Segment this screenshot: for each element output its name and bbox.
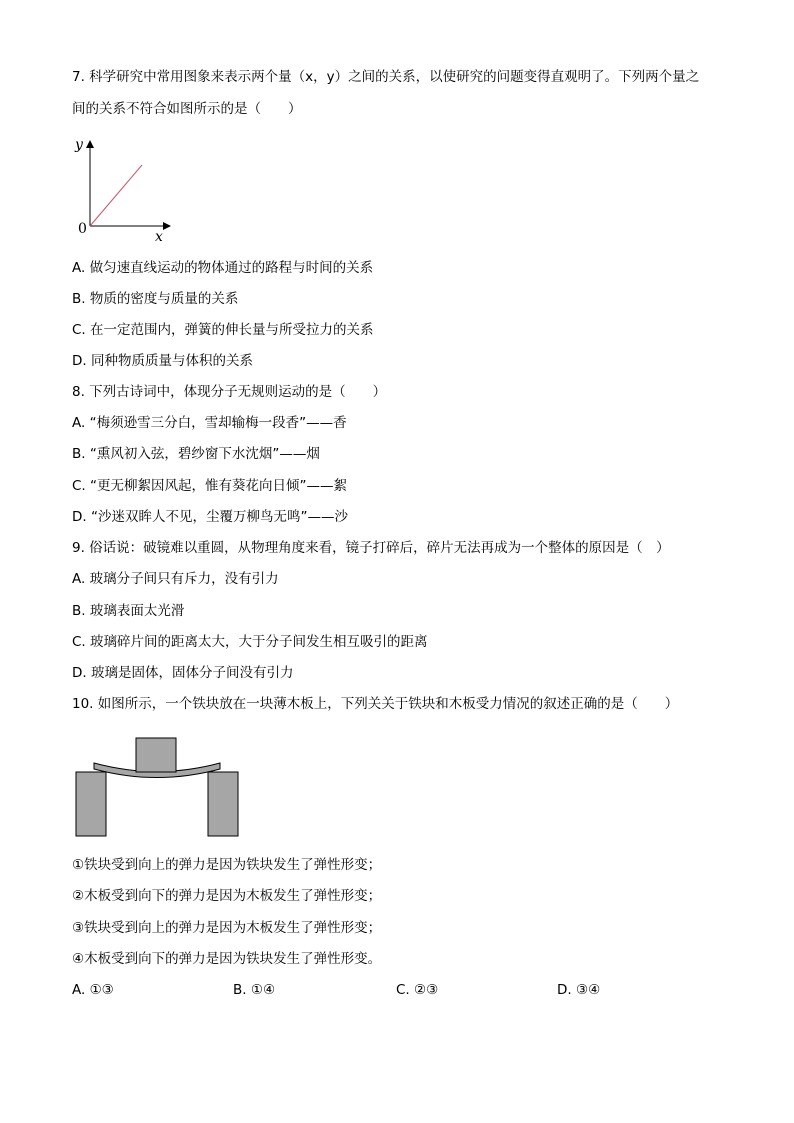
q8-option-d: D. “沙迷双眸人不见，尘覆万柳鸟无鸣”——沙 — [72, 509, 348, 525]
q7-graph — [70, 133, 180, 243]
q7-stem-line1: 7. 科学研究中常用图象来表示两个量（x，y）之间的关系，以使研究的问题变得直观明了。下列两个量之 — [72, 69, 700, 85]
iron-block — [136, 738, 176, 772]
q7-stem-line2: 间的关系不符合如图所示的是（ ） — [72, 101, 302, 117]
q10-statement-1: ①铁块受到向上的弹力是因为铁块发生了弹性形变； — [72, 857, 382, 873]
right-support — [208, 772, 238, 836]
q10-option-c: C. ②③ — [396, 982, 439, 998]
q7-option-a: A. 做匀速直线运动的物体通过的路程与时间的关系 — [72, 260, 374, 276]
q8-option-c: C. “更无柳絮因风起，惟有葵花向日倾”——絮 — [72, 478, 347, 494]
q9-option-a: A. 玻璃分子间只有斥力，没有引力 — [72, 571, 279, 587]
q7-option-c: C. 在一定范围内，弹簧的伸长量与所受拉力的关系 — [72, 322, 374, 338]
q10-statement-3: ③铁块受到向上的弹力是因为木板发生了弹性形变； — [72, 920, 382, 936]
q10-figure — [74, 736, 242, 838]
q7-option-d: D. 同种物质质量与体积的关系 — [72, 353, 253, 369]
q10-stem: 10. 如图所示，一个铁块放在一块薄木板上，下列关关于铁块和木板受力情况的叙述正确的是（ ） — [72, 696, 679, 712]
left-support — [76, 772, 106, 836]
q10-option-d: D. ③④ — [557, 982, 601, 998]
q8-option-a: A. “梅须逊雪三分白，雪却输梅一段香”——香 — [72, 415, 347, 431]
q9-option-d: D. 玻璃是固体，固体分子间没有引力 — [72, 665, 294, 681]
q7-x-label: x — [155, 229, 163, 243]
q7-proportional-line — [90, 165, 142, 226]
q9-stem: 9. 俗话说：破镜难以重圆，从物理角度来看，镜子打碎后，碎片无法再成为一个整体的原因是（ ） — [72, 540, 670, 556]
q9-option-b: B. 玻璃表面太光滑 — [72, 603, 185, 619]
q9-option-c: C. 玻璃碎片间的距离太大，大于分子间发生相互吸引的距离 — [72, 634, 428, 650]
q10-option-b: B. ①④ — [233, 982, 276, 998]
q7-y-label: y — [75, 137, 83, 153]
q10-statement-4: ④木板受到向下的弹力是因为铁块发生了弹性形变。 — [72, 951, 382, 967]
q10-option-a: A. ①③ — [72, 982, 114, 998]
q10-statement-2: ②木板受到向下的弹力是因为木板发生了弹性形变； — [72, 888, 382, 904]
q7-origin-label: 0 — [78, 221, 87, 237]
q7-option-b: B. 物质的密度与质量的关系 — [72, 291, 239, 307]
q8-option-b: B. “熏风初入弦，碧纱窗下水沈烟”——烟 — [72, 446, 320, 462]
q8-stem: 8. 下列古诗词中，体现分子无规则运动的是（ ） — [72, 384, 387, 400]
